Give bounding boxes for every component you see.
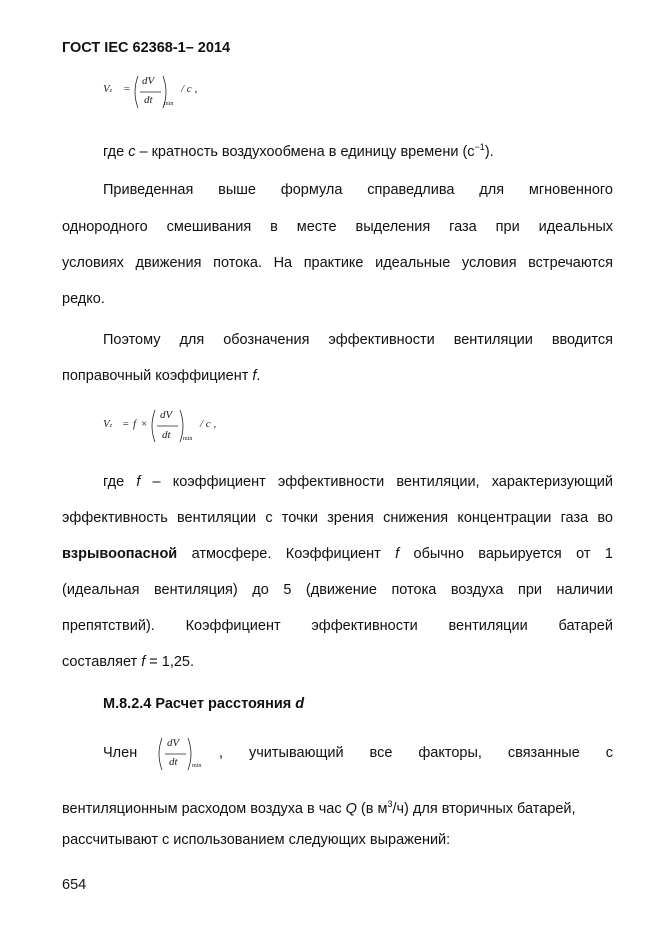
word-bold: взрывоопасной: [62, 546, 178, 562]
word: однородного: [62, 219, 148, 235]
word: Приведенная: [103, 182, 194, 198]
word: мгновенного: [528, 182, 613, 198]
word: учитывающий: [249, 745, 344, 761]
word: идеальные: [375, 255, 451, 271]
word: ,: [219, 745, 224, 761]
word: с: [265, 510, 273, 526]
word: Коэффициент: [185, 618, 281, 634]
paragraph-formula-valid-l3: [62, 254, 613, 272]
word: формула: [280, 182, 343, 198]
word: связанные: [507, 745, 580, 761]
paragraph-member-l1: [103, 735, 613, 775]
word: На: [273, 255, 293, 271]
word: зрения: [327, 510, 374, 526]
paragraph-f-definition-l3: [62, 545, 613, 563]
paragraph-formula-valid-l4: редко.: [62, 291, 105, 307]
word: месте: [296, 219, 337, 235]
word: характеризующий: [491, 474, 613, 490]
word: все: [369, 745, 393, 761]
word: наличии: [556, 582, 613, 598]
formula-vz-basic: Vz = dV dt min / c ,: [103, 72, 223, 112]
word: 5: [283, 582, 292, 598]
word: вентиляции: [176, 510, 257, 526]
word: обычно: [413, 546, 464, 562]
word: эффективности: [277, 474, 385, 490]
word: эффективности: [311, 618, 418, 634]
word: от: [576, 546, 591, 562]
word: вентиляция): [153, 582, 238, 598]
word: справедлива: [367, 182, 455, 198]
word: обозначения: [223, 332, 310, 348]
word: эффективности: [328, 332, 435, 348]
word: в: [270, 219, 278, 235]
paragraph-f-definition-l2: [62, 509, 613, 527]
word: движения: [135, 255, 202, 271]
word: эффективность: [62, 510, 168, 526]
word: практике: [303, 255, 364, 271]
member-rest: [219, 745, 613, 761]
word: вентиляции: [448, 618, 528, 634]
word: –: [152, 474, 161, 490]
word: f: [395, 546, 400, 562]
fraction-parentheses: [103, 72, 223, 112]
word: смешивания: [166, 219, 252, 235]
paragraph-member-l2: вентиляционным расходом воздуха в час Q (в $м^3/ч$) для вторичных батарей,: [62, 799, 576, 817]
word: воздуха: [450, 582, 504, 598]
page-number: 654: [62, 877, 87, 893]
word: коэффициент: [172, 474, 266, 490]
word-member: Член: [103, 745, 138, 761]
paragraph-f-definition-l4: [62, 581, 613, 599]
word: встречаются: [528, 255, 613, 271]
word: потока.: [213, 255, 262, 271]
word: батарей: [558, 618, 613, 634]
word: факторы,: [418, 745, 482, 761]
word: с: [605, 745, 613, 761]
paragraph-f-definition-l6: составляет f = 1,25.: [62, 654, 195, 670]
word: условиях: [62, 255, 124, 271]
word: 1: [604, 546, 613, 562]
formula-vz-efficiency: Vz = f × dV dt min / c ,: [103, 405, 233, 445]
word: концентрации: [457, 510, 552, 526]
word: газа: [560, 510, 589, 526]
paragraph-correction-l2: поправочный коэффициент f.: [62, 368, 261, 384]
paragraph-member-l3: рассчитывают с использованием следующих выражений:: [62, 832, 451, 848]
word: выделения: [355, 219, 431, 235]
word: где: [103, 474, 125, 490]
word: для: [479, 182, 505, 198]
section-heading: М.8.2.4 Расчет расстояния d: [103, 696, 305, 712]
page-header: ГОСТ IEC 62368-1– 2014: [62, 40, 231, 56]
word: для: [179, 332, 205, 348]
word: вводится: [551, 332, 613, 348]
word: газа: [449, 219, 477, 235]
word: f: [136, 474, 141, 490]
word: до: [252, 582, 269, 598]
word: (идеальная: [62, 582, 140, 598]
paragraph-correction-l1: [103, 331, 613, 349]
word: вентиляции,: [396, 474, 480, 490]
word: выше: [218, 182, 256, 198]
paragraph-formula-valid-l2: [62, 218, 613, 236]
paragraph-c-definition: где c – кратность воздухообмена в единицу времени $(с^{-1})$.: [103, 142, 494, 160]
word: (движение: [305, 582, 377, 598]
word: Коэффициент: [285, 546, 381, 562]
word: Поэтому: [103, 332, 161, 348]
paragraph-formula-valid-l1: [103, 181, 613, 199]
paragraph-f-definition-l5: [62, 617, 613, 635]
word: при: [518, 582, 543, 598]
word: во: [597, 510, 613, 526]
word: условия: [461, 255, 517, 271]
inline-fraction: dV dt min: [157, 735, 217, 775]
word: потока: [391, 582, 437, 598]
word: снижения: [383, 510, 449, 526]
word: варьируется: [478, 546, 562, 562]
word: идеальных: [538, 219, 613, 235]
paragraph-f-definition-l1: [103, 473, 613, 491]
fraction-parentheses: [157, 735, 217, 775]
word: атмосфере.: [191, 546, 272, 562]
word: препятствий).: [62, 618, 155, 634]
word: при: [495, 219, 520, 235]
word: точки: [281, 510, 318, 526]
word: вентиляции: [453, 332, 533, 348]
